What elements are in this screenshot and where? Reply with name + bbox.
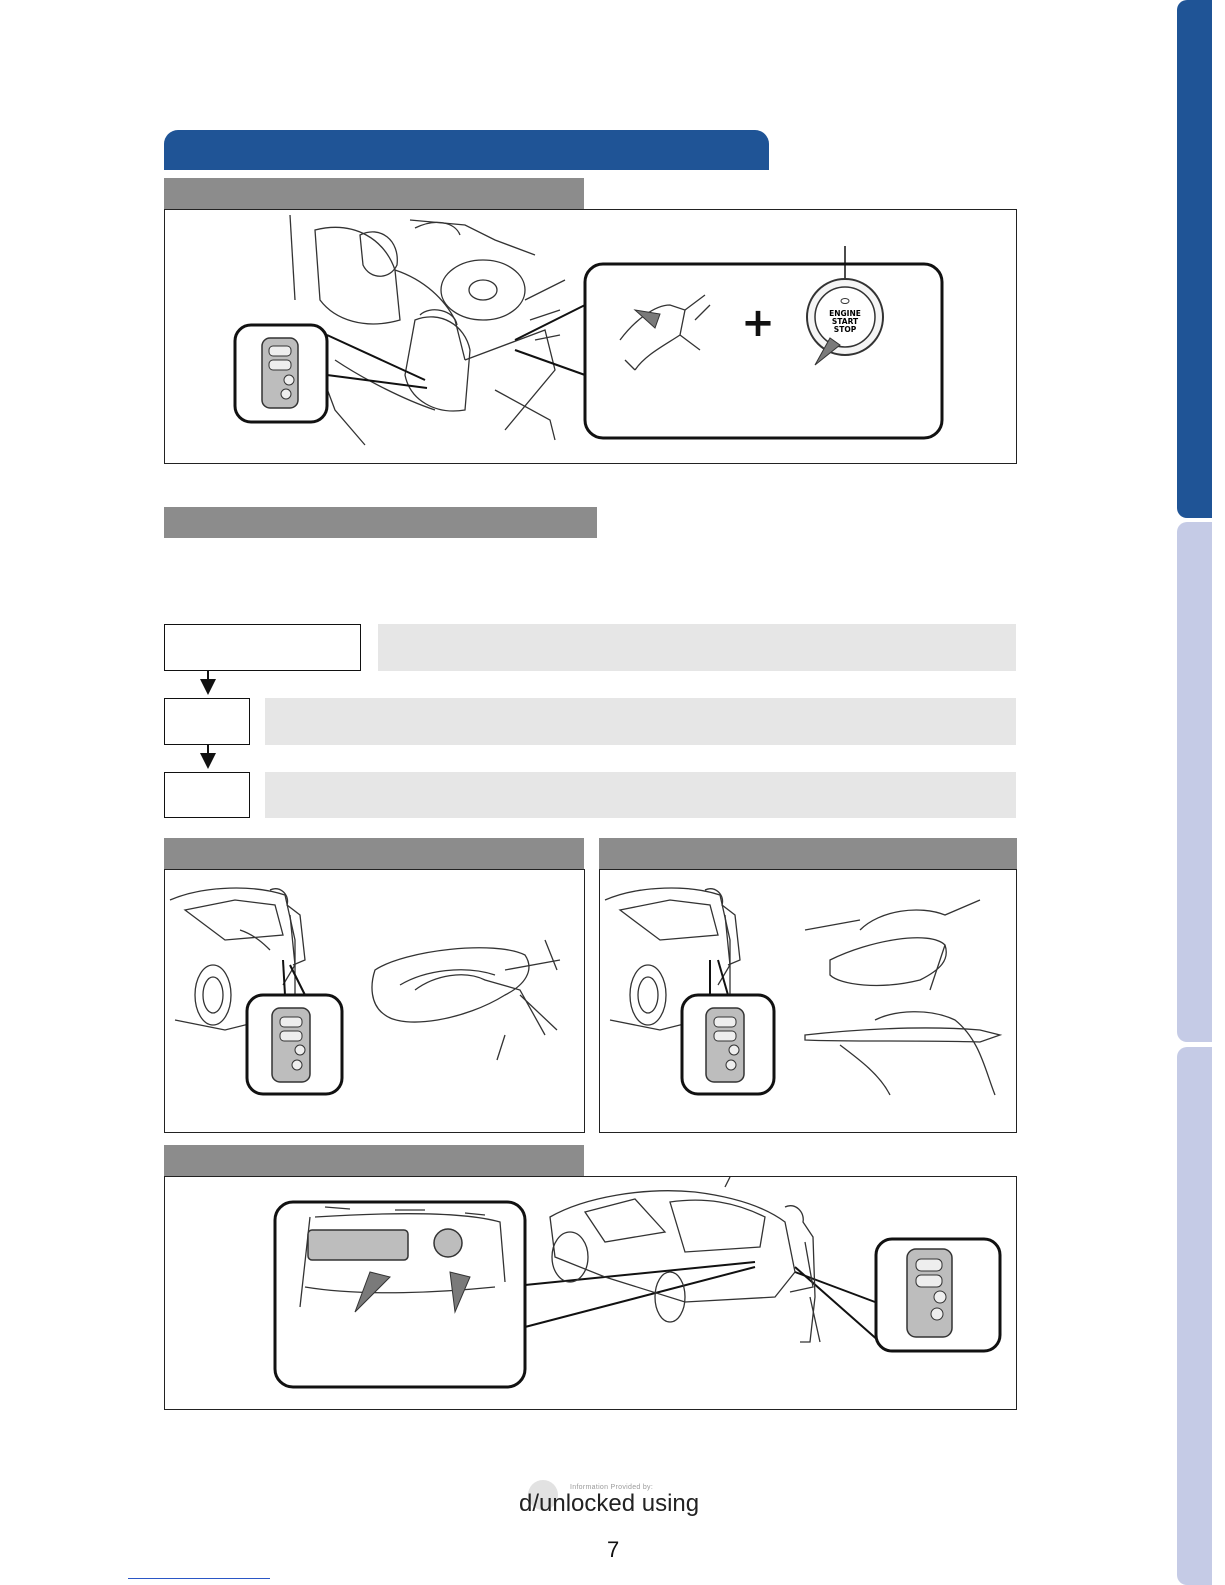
subsection-bar-1 [164, 178, 584, 209]
arrow-down-icon [200, 679, 216, 695]
subsection-bar-lock [599, 838, 1017, 869]
step-box-3 [164, 772, 250, 818]
step-box-1 [164, 624, 361, 671]
footer-provided-by: Information Provided by: [570, 1484, 654, 1491]
door-lock-illustration [600, 870, 1016, 1132]
lock-button [434, 1229, 462, 1257]
svg-text:ENGINE: ENGINE [829, 309, 861, 318]
arrow-down-icon [200, 753, 216, 769]
subsection-bar-2 [164, 507, 597, 538]
footer-text: d/unlocked using [519, 1490, 700, 1517]
illustration-panel-back-door [164, 1176, 1017, 1410]
suv-rear-illustration [550, 1177, 820, 1342]
smart-key-fob-icon [907, 1249, 952, 1337]
illustration-panel-lock [599, 869, 1017, 1133]
subsection-bar-unlock [164, 838, 584, 869]
illustration-panel-start-engine [164, 209, 1017, 464]
smart-key-fob-icon [706, 1008, 744, 1082]
chapter-tab-active[interactable] [1177, 0, 1212, 518]
chapter-tab-2[interactable] [1177, 522, 1212, 1042]
step-box-2 [164, 698, 250, 745]
lock-sensor-hand-illustration [805, 900, 1000, 1095]
subsection-bar-back-door [164, 1145, 584, 1176]
back-door-illustration [165, 1177, 1016, 1409]
smart-key-fob-icon [262, 338, 298, 408]
opener-switch [308, 1230, 408, 1260]
section-title-bar [164, 130, 769, 170]
driver-seat-illustration [165, 210, 1016, 463]
chapter-tab-3[interactable] [1177, 1047, 1212, 1585]
door-unlock-illustration [165, 870, 584, 1132]
svg-text:START: START [831, 317, 859, 326]
svg-text:STOP: STOP [833, 325, 857, 334]
step-description-2 [265, 698, 1016, 745]
door-handle-hand-illustration [372, 940, 560, 1060]
illustration-panel-unlock [164, 869, 585, 1133]
smart-key-fob-icon [272, 1008, 310, 1082]
plus-icon: + [741, 300, 775, 346]
step-description-3 [265, 772, 1016, 818]
engine-start-stop-button-icon [807, 279, 883, 355]
page-number: 7 [607, 1537, 620, 1562]
step-description-1 [378, 624, 1016, 671]
link-underline[interactable] [128, 1578, 270, 1579]
